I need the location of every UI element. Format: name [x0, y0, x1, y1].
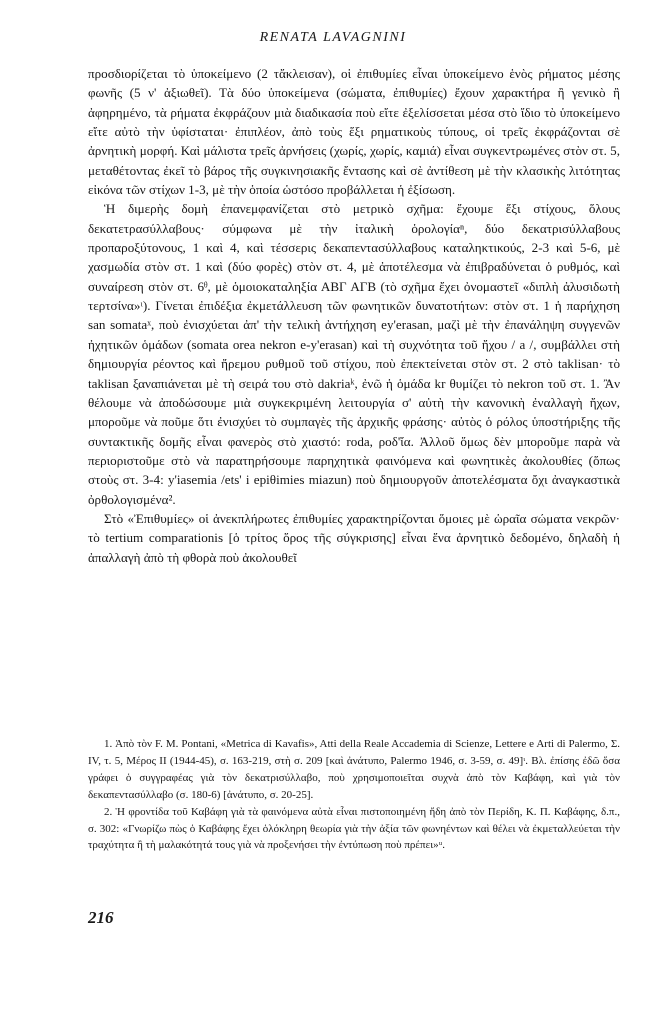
main-text: [88, 64, 620, 567]
paragraph: Στὸ «Ἐπιθυμίες» οἱ ἀνεκπλήρωτες ἐπιθυμίες χαρακτηρίζονται ὅμοιες μὲ ὡραῖα σώματα νεκρῶν· τὸ tertium comparationis [ὁ τρίτος ὅρος τῆς σύγκρισης] εἶναι ἕνα ἀρνητικὸ δεδομένο, δηλαδὴ ἡ ἀπαλλαγὴ ἀπὸ τὴ φθορὰ ποὺ ἀκολουθεῖ: [88, 510, 620, 565]
footnotes: [88, 736, 620, 854]
footnote: 1. Ἀπὸ τὸν F. M. Pontani, «Metrica di Kavafis», Atti della Reale Accademia di Scienze, Lettere e Arti di Palermo, Σ. IV, τ. 5, Μέρος II (1944-45), σ. 163-219, στὴ σ. 209 [καὶ ἀνάτυπο, Palermo 1946, σ. 3-59, σ. 49]ᶥ. Βλ. ἐπίσης ἐδῶ ὅσα γράφει ὁ συγγραφέας γιὰ τὸν δεκατρισύλλαβο, ποὺ χρησιμοποιεῖται συχνὰ ἀπὸ τὸν Καβάφη, καὶ γιὰ τὸν δεκαπεντασύλλαβο (σ. 180-6) [ἀνάτυπο, σ. 20-25].: [88, 738, 620, 801]
page-number: 216: [88, 908, 114, 927]
paragraph: Ἡ διμερὴς δομὴ ἐπανεμφανίζεται στὸ μετρικὸ σχῆμα: ἔχουμε ἕξι στίχους, ὅλους δεκατετρασύλλαβους· σύμφωνα μὲ τὴν ἰταλικὴ ὁρολογίαⁿ, δύο δεκατρισύλλαβους προπαροξύτονους, 1 καὶ 4, καὶ τέσσερις δεκαπεντασύλλαβους καταληκτικούς, 2-3 καὶ 5-6, μὲ χασμωδία στὸν στ. 1 καὶ (δύο φορὲς) στὸν στ. 4, μὲ ἀποτέλεσμα νὰ ἐπιβραδύνεται ὁ ρυθμός, καὶ συναίρεση στὸν στ. 6ᶿ, μὲ ὁμοιοκαταληξία ΑΒΓ ΑΓΒ (τὸ σχῆμα ἔχει ὀνομαστεῖ «διπλὴ ἀλυσιδωτὴ τερτσίνα»ᶥ). Γίνεται ἐπιδέξια ἐκμετάλλευση τῶν φωνητικῶν δυνατοτήτων: στὸν στ. 1 ἡ παρήχηση san somataˣ, ποὺ ἐνισχύεται ἀπ' τὴν τελικὴ ἀντήχηση ey'erasan, μαζὶ μὲ τὴν ἐπανάληψη συγγενῶν ἠχητικῶν ὁμάδων (somata orea nekron e-y'erasan) καὶ τὴ συχνότητα τοῦ ἤχου / a /, συμβάλλει στὴ δημιουργία ρέοντος καὶ ἤρεμου ρυθμοῦ τοῦ στίχου, ποὺ ἐπεκτείνεται στὸν στ. 2 στὸ taklisan· τὸ taklisan ξαναπιάνεται μὲ τὴ σειρά του στὸ dakriaᵏ, ἐνῶ ἡ ὁμάδα kr θυμίζει τὸ nekron τοῦ στ. 1. Ἂν θέλουμε νὰ ἀποδώσουμε μιὰ συγκεκριμένη λειτουργία σ' αὐτὴ τὴν κανονικὴ ἐναλλαγὴ ἤχων, μποροῦμε νὰ ποῦμε ὅτι ἐνισχύει τὸ συμπαγὲς τῆς ἀρχικῆς φράσης· αὐτὸς ὁ ρόλος ὑποστήριξης τῆς συντακτικῆς δομῆς εἶναι φανερὸς στὸ χιαστό: roda, ροδ'ἴα. Ἀλλοῦ ὅμως δὲν μποροῦμε παρὰ νὰ περιοριστοῦμε στὸ νὰ παρατηρήσουμε παρηχητικὰ φαινόμενα καὶ φωνητικὲς ἀκολουθίες (ὅπως στοὺς στ. 3-4: y'iasemia /ets' i epiθimies miazun) ποὺ δημιουργοῦν ἀποτελέσματα ὄχι ἀναγκαστικὰ ὀρθολογισμένα².: [88, 201, 620, 507]
running-head: RENATA LAVAGNINI: [259, 30, 407, 45]
footnote: 2. Ἡ φροντίδα τοῦ Καβάφη γιὰ τὰ φαινόμενα αὐτὰ εἶναι πιστοποιημένη ἤδη ἀπὸ τὸν Περίδη, Κ. Π. Καβάφης, δ.π., σ. 302: «Γνωρίζω πὼς ὁ Καβάφης ἔχει ὁλόκληρη θεωρία γιὰ τὴν ἀξία τῶν φωνηέντων καὶ θέλει νὰ ἐκμεταλλεύεται τὴν τραχύτητα ἢ τὴ μαλακότητά τους γιὰ νὰ προξενήσει τὴν ἐντύπωση ποὺ πρέπει»ᵘ.: [88, 805, 620, 852]
paragraph: προσδιορίζεται τὸ ὑποκείμενο (2 τἄκλεισαν), οἱ ἐπιθυμίες εἶναι ὑποκείμενο ἑνὸς ρήματος μέσης φωνῆς (5 ν' ἀξιωθεῖ). Τὰ δύο ὑποκείμενα (σώματα, ἐπιθυμίες) ἔχουν χαρακτήρα ἢ γενικὸ ἢ ἀφηρημένο, τὰ ρήματα ἐκφράζουν μιὰ διαδικασία ποὺ εἴτε ἐξελίσσεται μέσα στὸ ἴδιο τὸ ὑποκείμενο εἴτε αὐτὸ τὴν ὑφίσταται· ἐπιπλέον, ἀπὸ τοὺς ἕξι ρηματικοὺς τύπους, οἱ τρεῖς ἐκφράζονται σὲ ἀρνητικὴ μορφή. Καὶ μάλιστα τρεῖς ἀρνήσεις (χωρίς, χωρίς, καμιά) εἶναι συγκεντρωμένες στὸν στ. 5, μεταθέτοντας ἐκεῖ τὸ βάρος τῆς συγκινησιακῆς ἔντασης καὶ σὲ ἀντίθεση μὲ τὴν κλασικὴς λιτότητας εἰκόνα τῶν στίχων 1-3, μὲ τὴν ὁποία ὡστόσο προβάλλεται ἡ ἐξίσωση.: [88, 66, 620, 198]
